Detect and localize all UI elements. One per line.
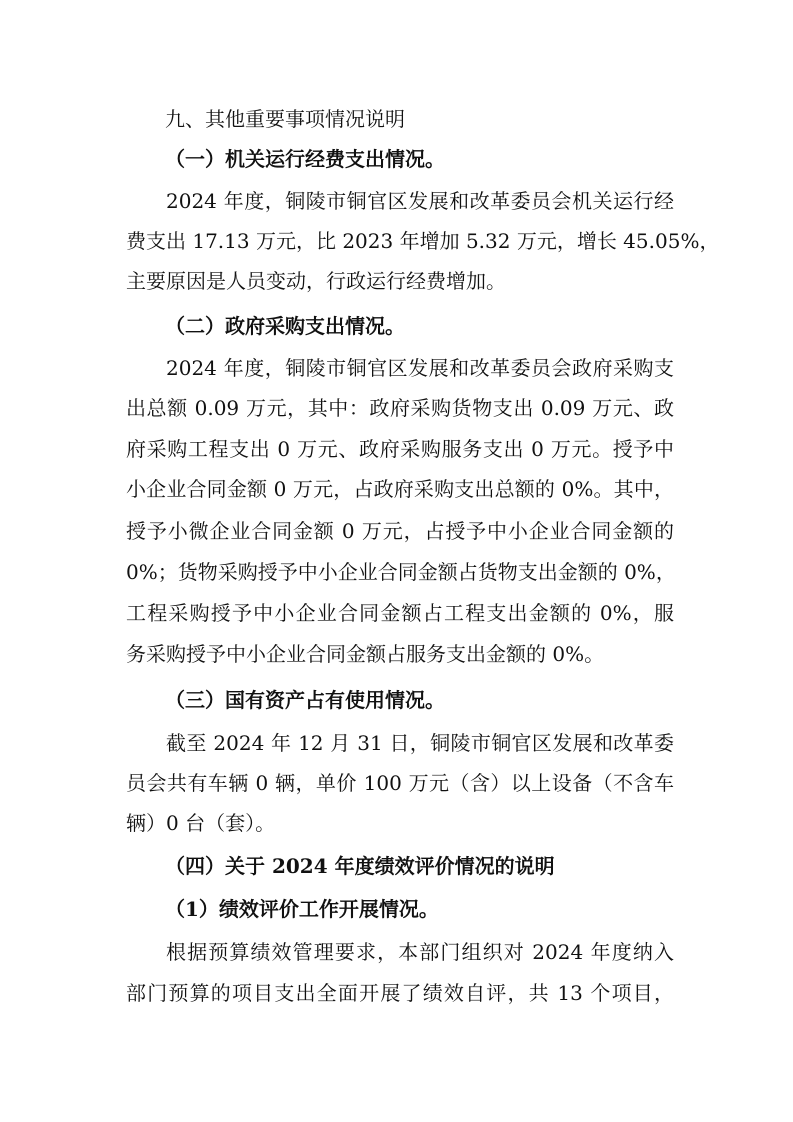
paragraph-line: 辆）0 台（套）。	[126, 811, 276, 835]
paragraph-line: 务采购授予中小企业合同金额占服务支出金额的 0%。	[126, 642, 605, 666]
paragraph-line: 工程采购授予中小企业合同金额占工程支出金额的 0%，服	[126, 601, 674, 625]
paragraph-line: 主要原因是人员变动，行政运行经费增加。	[126, 269, 506, 293]
paragraph-line: 员会共有车辆 0 辆，单价 100 万元（含）以上设备（不含车	[126, 771, 674, 795]
paragraph-line: 出总额 0.09 万元，其中：政府采购货物支出 0.09 万元、政	[126, 396, 674, 420]
subsection-title-operating-expenses: （一）机关运行经费支出情况。	[165, 147, 445, 171]
paragraph-line: 费支出 17.13 万元，比 2023 年增加 5.32 万元，增长 45.05%，	[126, 229, 720, 253]
section-title: 九、其他重要事项情况说明	[165, 107, 405, 131]
subsection-title-government-procurement: （二）政府采购支出情况。	[165, 314, 405, 338]
subsection-title-state-assets: （三）国有资产占有使用情况。	[165, 688, 445, 712]
paragraph-line: 0%；货物采购授予中小企业合同金额占货物支出金额的 0%，	[126, 560, 676, 584]
paragraph-line: 部门预算的项目支出全面开展了绩效自评，共 13 个项目，	[126, 981, 674, 1005]
sub-subsection-title-evaluation-work: （1）绩效评价工作开展情况。	[165, 897, 439, 921]
paragraph-line: 根据预算绩效管理要求，本部门组织对 2024 年度纳入	[166, 940, 674, 964]
paragraph-line: 小企业合同金额 0 万元，占政府采购支出总额的 0%。其中，	[126, 477, 674, 501]
paragraph-line: 府采购工程支出 0 万元、政府采购服务支出 0 万元。授予中	[126, 437, 674, 461]
paragraph-line: 2024 年度，铜陵市铜官区发展和改革委员会机关运行经	[166, 189, 674, 213]
paragraph-line: 截至 2024 年 12 月 31 日，铜陵市铜官区发展和改革委	[166, 731, 674, 755]
paragraph-line: 2024 年度，铜陵市铜官区发展和改革委员会政府采购支	[166, 356, 674, 380]
paragraph-line: 授予小微企业合同金额 0 万元，占授予中小企业合同金额的	[126, 519, 674, 543]
subsection-title-performance-evaluation: （四）关于 2024 年度绩效评价情况的说明	[165, 854, 555, 878]
